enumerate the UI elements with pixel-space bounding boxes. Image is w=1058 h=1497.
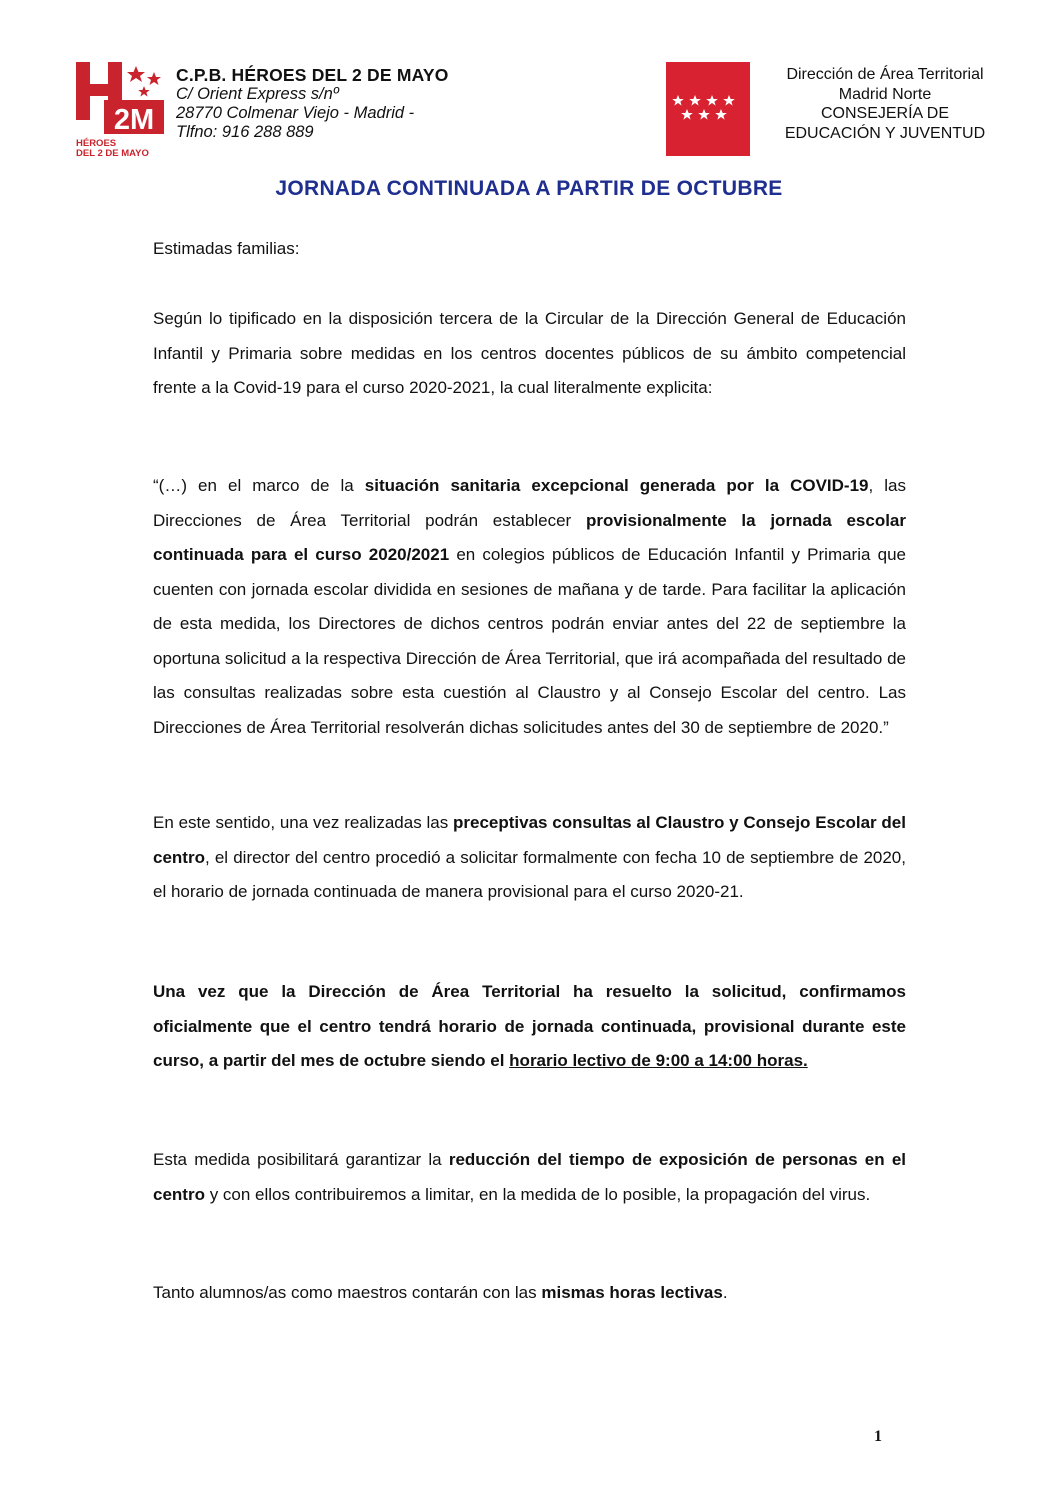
school-address-street: C/ Orient Express s/nº	[176, 85, 339, 103]
quote-bold-1: situación sanitaria excepcional generada por la COVID-19	[364, 476, 869, 495]
school-logo-2m-text: 2M	[113, 104, 155, 136]
school-logo-caption-2: DEL 2 DE MAYO	[76, 148, 149, 158]
paragraph-intro	[153, 302, 906, 406]
page-number: 1	[874, 1428, 882, 1445]
measure-text-2: y con ellos contribuiremos a limitar, en la medida de lo posible, la propagación del virus.	[204, 1184, 871, 1204]
measure-bold-1: reducción del tiempo de exposición de personas en el centro	[153, 1150, 906, 1204]
consultation-text-2: , el director del centro procedió a solicitar formalmente con fecha 10 de septiembre de 2020, el horario de jornada continuada de manera provisional para el curso 2020-21.	[153, 847, 906, 901]
quote-text-3: en colegios públicos de Educación Infantil y Primaria que cuenten con jornada escolar dividida en sesiones de mañana y de tarde. Para facilitar la aplicación de esta medida, los Directores de dichos centros podrán enviar antes del 22 de septiembre la oportuna solicitud a la respectiva Dirección de Área Territorial, que irá acompañada del resultado de las consultas realizadas sobre esta cuestión al Claustro y al Consejo Escolar del centro. Las Direcciones de Área Territorial resolverán dichas solicitudes antes del 30 de septiembre de 2020.”	[153, 545, 906, 737]
paragraph-consultation	[153, 806, 906, 910]
authority-line-4: EDUCACIÓN Y JUVENTUD	[784, 124, 986, 142]
document-title: JORNADA CONTINUADA A PARTIR DE OCTUBRE	[275, 177, 783, 200]
consultation-bold-1: preceptivas consultas al Claustro y Consejo Escolar del centro	[153, 813, 906, 867]
school-logo-icon	[74, 60, 166, 158]
authority-line-1: Dirección de Área Territorial	[786, 66, 984, 83]
paragraph-hours	[153, 1276, 906, 1311]
authority-info	[760, 65, 1010, 143]
authority-line-2: Madrid Norte	[838, 85, 932, 103]
greeting: Estimadas familias:	[153, 239, 300, 258]
confirmation-bold-1: Una vez que la Dirección de Área Territorial ha resuelto la solicitud, confirmamos oficialmente que el centro tendrá horario de jornada continuada, provisional durante este curso, a partir del mes de octubre siendo el	[153, 982, 906, 1070]
hours-text-1: Tanto alumnos/as como maestros contarán con las	[153, 1283, 542, 1302]
school-logo-caption-1: HÉROES	[76, 138, 117, 149]
authority-line-3: CONSEJERÍA DE	[820, 105, 950, 122]
paragraph-intro-text: Según lo tipificado en la disposición tercera de la Circular de la Dirección General de Educación Infantil y Primaria sobre medidas en los centros docentes públicos de su ámbito competencial frente a la Covid-19 para el curso 2020-2021, la cual literalmente explicita:	[153, 309, 906, 397]
school-name: C.P.B. HÉROES DEL 2 DE MAYO	[176, 65, 449, 85]
comunidad-de-madrid-flag-icon	[666, 62, 750, 156]
paragraph-quote	[153, 469, 906, 745]
school-info	[176, 66, 506, 142]
hours-text-2: .	[722, 1283, 728, 1302]
paragraph-measure	[153, 1143, 906, 1212]
measure-text-1: Esta medida posibilitará garantizar la	[153, 1150, 449, 1169]
quote-text-2: , las Direcciones de Área Territorial podrán establecer	[153, 476, 906, 530]
quote-bold-2: provisionalmente la jornada escolar continuada para el curso 2020/2021	[153, 510, 907, 564]
consultation-text-1: En este sentido, una vez realizadas las	[153, 813, 453, 832]
quote-text-1: “(…) en el marco de la	[153, 476, 365, 495]
schedule-hours: horario lectivo de 9:00 a 14:00 horas.	[509, 1051, 808, 1070]
school-address-city: 28770 Colmenar Viejo - Madrid -	[176, 104, 415, 122]
school-phone: Tlfno: 916 288 889	[176, 123, 314, 141]
paragraph-confirmation	[153, 975, 906, 1079]
hours-bold-1: mismas horas lectivas	[541, 1283, 723, 1302]
